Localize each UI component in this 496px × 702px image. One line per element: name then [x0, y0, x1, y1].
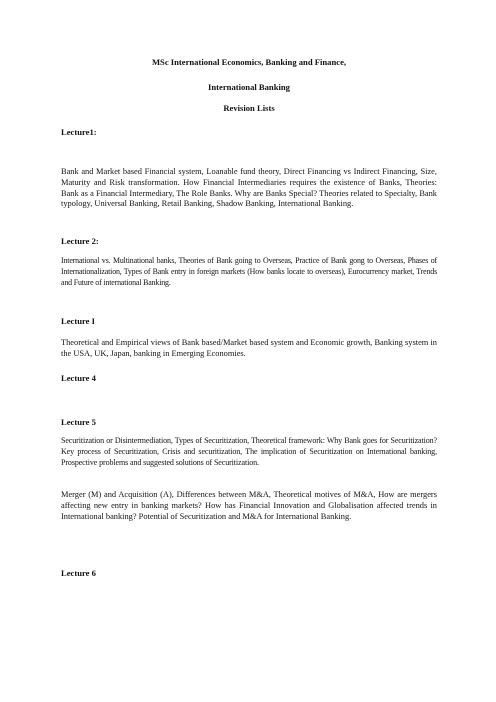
section-body-lecture-i: Theoretical and Empirical views of Bank based/Market based system and Economic growth, Banking system in the USA, UK, Japan, banking in Emerging Economies. — [61, 338, 437, 358]
section-heading-lecture6: Lecture 6 — [61, 568, 96, 578]
section-body-lecture5: Securitization or Disintermediation, Types of Securitization, Theoretical framework: Why Bank goes for Securitization? Key process of Securitization, Crisis and securitization, The implication of Securitization on International banking, Prospective problems and suggested solutions of Securitization. — [61, 436, 437, 467]
document-title-line2: International Banking — [208, 82, 290, 92]
section-body-lecture1: Bank and Market based Financial system, Loanable fund theory, Direct Financing vs Indirect Financing, Size, Maturity and Risk transformation. How Financial Intermediaries requires the existence of Banks, Theories: Bank as a Financial Intermediary, The Role Banks. Why are Banks Special? Theories related to Specialty, Bank typology, Universal Banking, Retail Banking, Shadow Banking, International Banking. — [61, 167, 437, 209]
document-title-line1: MSc International Economics, Banking and Finance, — [151, 57, 347, 67]
section-heading-lecture-i: Lecture I — [61, 316, 95, 326]
section-body2-lecture5: Merger (M) and Acquisition (A), Differences between M&A, Theoretical motives of M&A, How are mergers affecting new entry in banking markets? How has Financial Innovation and Globalisation affected trends in International banking? Potential of Securitization and M&A for International Banking. — [61, 490, 437, 521]
section-heading-lecture1: Lecture1: — [61, 127, 97, 137]
section-body-lecture2: International vs. Multinational banks, Theories of Bank going to Overseas, Practice of Bank gong to Overseas, Phases of Internationalization, Types of Bank entry in foreign markets (How banks locate to overseas), Eurocurrency market, Trends and Future of international Banking. — [61, 256, 437, 287]
section-heading-lecture4: Lecture 4 — [61, 373, 96, 383]
section-heading-lecture2: Lecture 2: — [61, 236, 99, 246]
section-heading-lecture5: Lecture 5 — [61, 417, 96, 427]
document-title-line3: Revision Lists — [223, 103, 275, 113]
